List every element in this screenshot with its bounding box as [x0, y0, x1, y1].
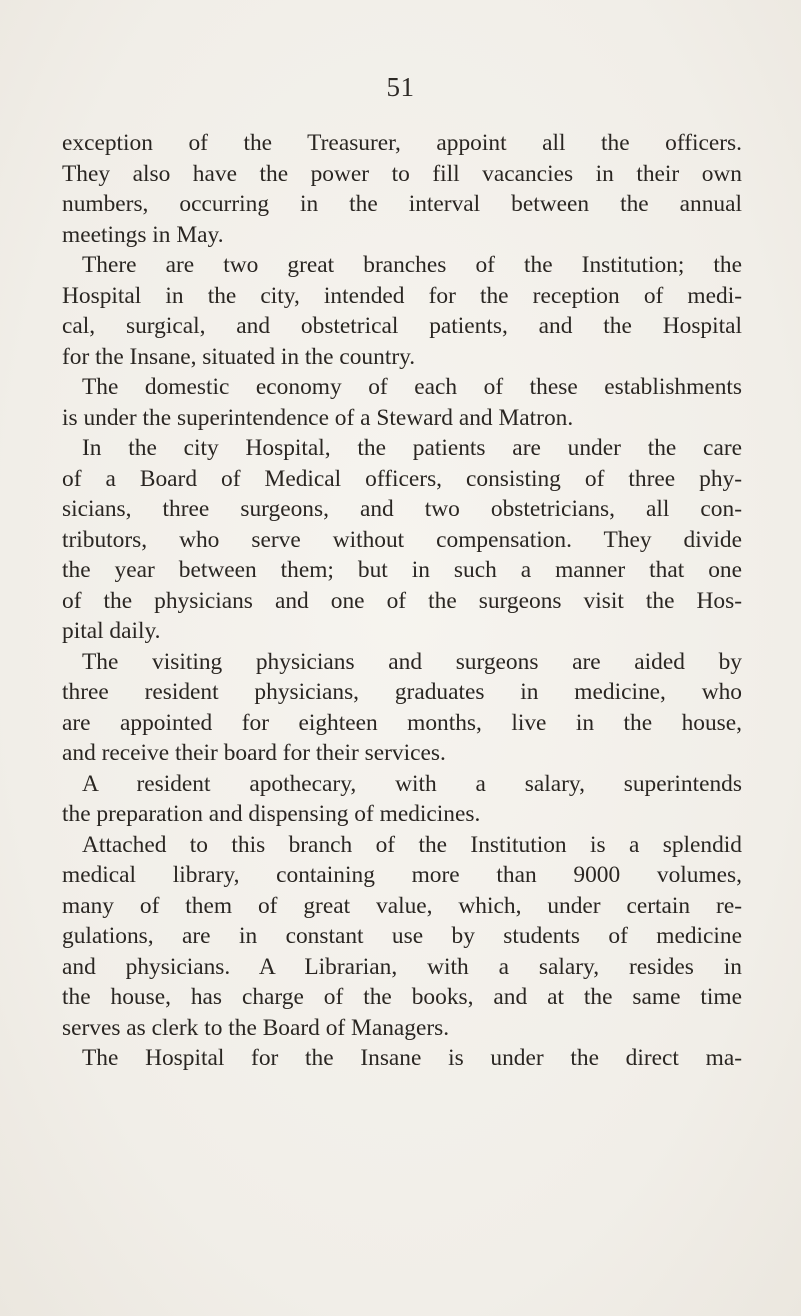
text-line: three resident physicians, graduates in medicine, who: [62, 679, 742, 705]
text-line: are appointed for eighteen months, live in the house,: [62, 709, 742, 736]
text-line: pital daily.: [62, 618, 161, 644]
text-line: and receive their board for their services.: [62, 740, 446, 766]
text-line: is under the superintendence of a Steward and Matron.: [62, 404, 574, 431]
text-line: the preparation and dispensing of medicines.: [62, 801, 481, 827]
text-line: numbers, occurring in the interval between the annual: [62, 191, 742, 217]
text-line: The domestic economy of each of these establishments: [82, 374, 742, 400]
text-line: for the Insane, situated in the country.: [62, 343, 416, 370]
text-line: of a Board of Medical officers, consisting of three phy-: [62, 465, 742, 492]
text-line: many of them of great value, which, under certain re-: [62, 892, 742, 919]
text-line: They also have the power to fill vacancies in their own: [62, 160, 742, 187]
text-line: A resident apothecary, with a salary, superintends: [82, 770, 742, 797]
text-line: of the physicians and one of the surgeons visit the Hos-: [62, 587, 742, 614]
page-number: 51: [386, 72, 415, 102]
text-line: medical library, containing more than 9000 volumes,: [62, 862, 742, 888]
text-line: gulations, are in constant use by students of medicine: [62, 923, 742, 949]
body-text: [62, 128, 742, 1074]
text-line: exception of the Treasurer, appoint all the officers.: [62, 130, 742, 156]
text-line: serves as clerk to the Board of Managers.: [62, 1014, 450, 1041]
text-line: In the city Hospital, the patients are under the care: [82, 435, 742, 461]
text-line: There are two great branches of the Institution; the: [82, 252, 742, 278]
text-line: the house, has charge of the books, and at the same time: [62, 984, 742, 1010]
text-line: the year between them; but in such a manner that one: [62, 557, 742, 583]
text-line: meetings in May.: [62, 221, 224, 248]
text-line: The Hospital for the Insane is under the direct ma-: [82, 1045, 742, 1071]
text-line: and physicians. A Librarian, with a salary, resides in: [62, 953, 742, 980]
text-line: Hospital in the city, intended for the reception of medi-: [62, 282, 742, 309]
text-line: Attached to this branch of the Institution is a splendid: [82, 831, 742, 858]
text-line: cal, surgical, and obstetrical patients, and the Hospital: [62, 313, 742, 339]
text-line: sicians, three surgeons, and two obstetricians, all con-: [62, 496, 742, 522]
text-line: tributors, who serve without compensation. They divide: [62, 526, 742, 553]
text-line: The visiting physicians and surgeons are aided by: [82, 648, 742, 675]
